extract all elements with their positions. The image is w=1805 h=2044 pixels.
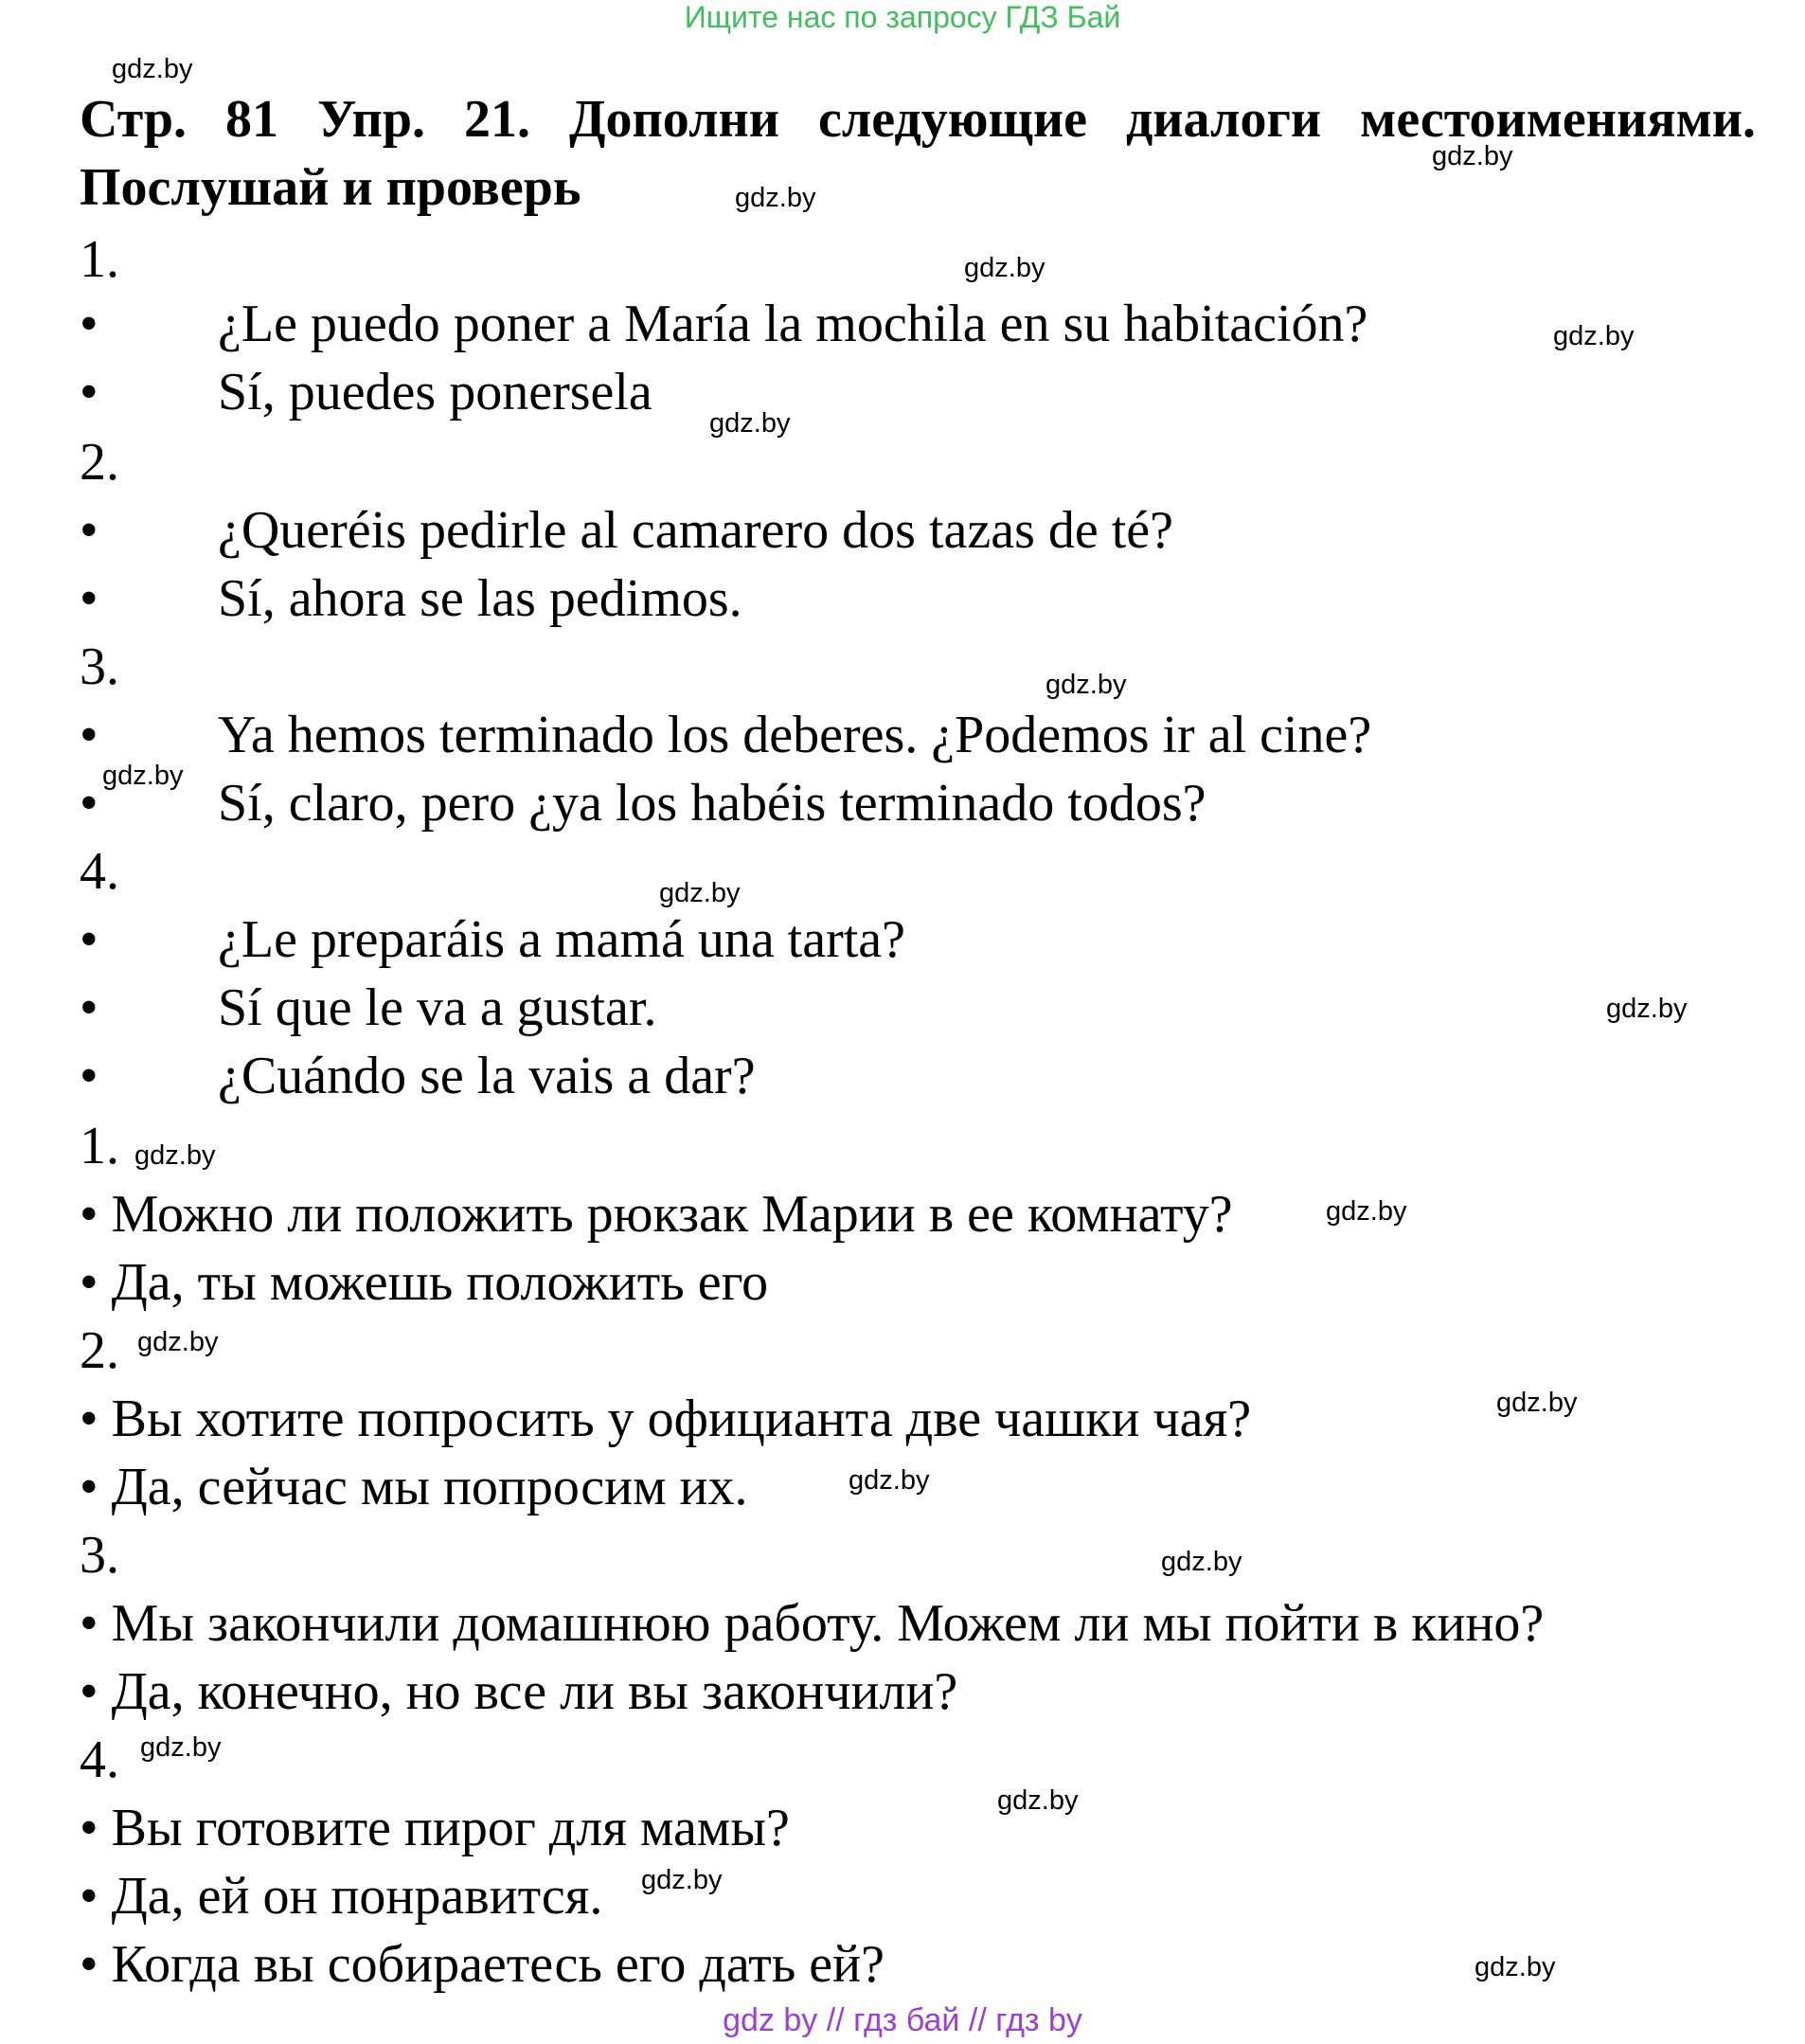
dialogue-line: • Вы готовите пирог для мамы? xyxy=(80,1799,790,1857)
dialogue-line: ¿Cuándo se la vais a dar? xyxy=(218,1047,756,1105)
bottom-banner[interactable]: gdz by // гдз бай // гдз by xyxy=(723,2002,1082,2038)
dialogue-line: • Да, ты можешь положить его xyxy=(80,1253,769,1312)
watermark: gdz.by xyxy=(849,1465,930,1496)
dialogue-line: • Да, конечно, но все ли вы закончили? xyxy=(80,1662,958,1721)
watermark: gdz.by xyxy=(102,761,184,791)
watermark: gdz.by xyxy=(997,1785,1079,1816)
watermark: gdz.by xyxy=(964,253,1045,283)
dialogue-number: 1. xyxy=(80,1117,119,1175)
bullet: • xyxy=(80,569,98,628)
dialogue-line: • Да, ей он понравится. xyxy=(80,1867,603,1926)
watermark: gdz.by xyxy=(137,1327,219,1357)
watermark: gdz.by xyxy=(641,1865,723,1895)
dialogue-line: • Мы закончили домашнюю работу. Можем ли мы пойти в кино? xyxy=(80,1594,1545,1653)
watermark: gdz.by xyxy=(1474,1952,1556,1982)
bullet: • xyxy=(80,295,98,353)
watermark: gdz.by xyxy=(1045,670,1127,700)
watermark: gdz.by xyxy=(1161,1547,1242,1577)
dialogue-line: ¿Le puedo poner a María la mochila en su habitación? xyxy=(218,295,1368,353)
dialogue-number: 4. xyxy=(80,842,119,901)
dialogue-number: 1. xyxy=(80,230,119,289)
dialogue-line: Sí, ahora se las pedimos. xyxy=(218,569,742,628)
watermark: gdz.by xyxy=(709,408,791,439)
watermark: gdz.by xyxy=(140,1732,222,1763)
dialogue-line: • Вы хотите попросить у официанта две чашки чая? xyxy=(80,1390,1252,1448)
dialogue-number: 2. xyxy=(80,433,119,492)
bullet: • xyxy=(80,1047,98,1105)
dialogue-number: 2. xyxy=(80,1321,119,1380)
bullet: • xyxy=(80,910,98,969)
bullet: • xyxy=(80,363,98,421)
watermark: gdz.by xyxy=(1606,994,1688,1024)
watermark: gdz.by xyxy=(1553,321,1635,351)
bullet: • xyxy=(80,978,98,1037)
dialogue-line: • Можно ли положить рюкзак Марии в ее комнату? xyxy=(80,1185,1233,1244)
bullet: • xyxy=(80,774,98,833)
watermark: gdz.by xyxy=(112,54,193,84)
watermark: gdz.by xyxy=(735,183,816,213)
page-title: Стр. 81 Упр. 21. Дополни следующие диалоги местоимениями. Послушай и проверь xyxy=(80,90,1756,217)
watermark: gdz.by xyxy=(1432,141,1513,171)
dialogue-line: Sí, claro, pero ¿ya los habéis terminado todos? xyxy=(218,774,1206,833)
dialogue-number: 3. xyxy=(80,1526,119,1585)
watermark: gdz.by xyxy=(659,878,741,908)
dialogue-line: Sí, puedes ponersela xyxy=(218,363,652,421)
bullet: • xyxy=(80,501,98,560)
dialogue-line: Sí que le va a gustar. xyxy=(218,978,657,1037)
dialogue-number: 4. xyxy=(80,1730,119,1789)
watermark: gdz.by xyxy=(134,1140,216,1171)
dialogue-line: Ya hemos terminado los deberes. ¿Podemos ir al cine? xyxy=(218,706,1372,764)
dialogue-line: • Да, сейчас мы попросим их. xyxy=(80,1458,748,1516)
dialogue-line: ¿Queréis pedirle al camarero dos tazas de té? xyxy=(218,501,1174,560)
watermark: gdz.by xyxy=(1326,1196,1407,1227)
watermark: gdz.by xyxy=(1496,1388,1578,1418)
dialogue-number: 3. xyxy=(80,637,119,696)
bullet: • xyxy=(80,706,98,764)
dialogue-line: ¿Le preparáis a mamá una tarta? xyxy=(218,910,906,969)
top-banner[interactable]: Ищите нас по запросу ГДЗ Бай xyxy=(684,0,1121,34)
dialogue-line: • Когда вы собираетесь его дать ей? xyxy=(80,1935,885,1994)
